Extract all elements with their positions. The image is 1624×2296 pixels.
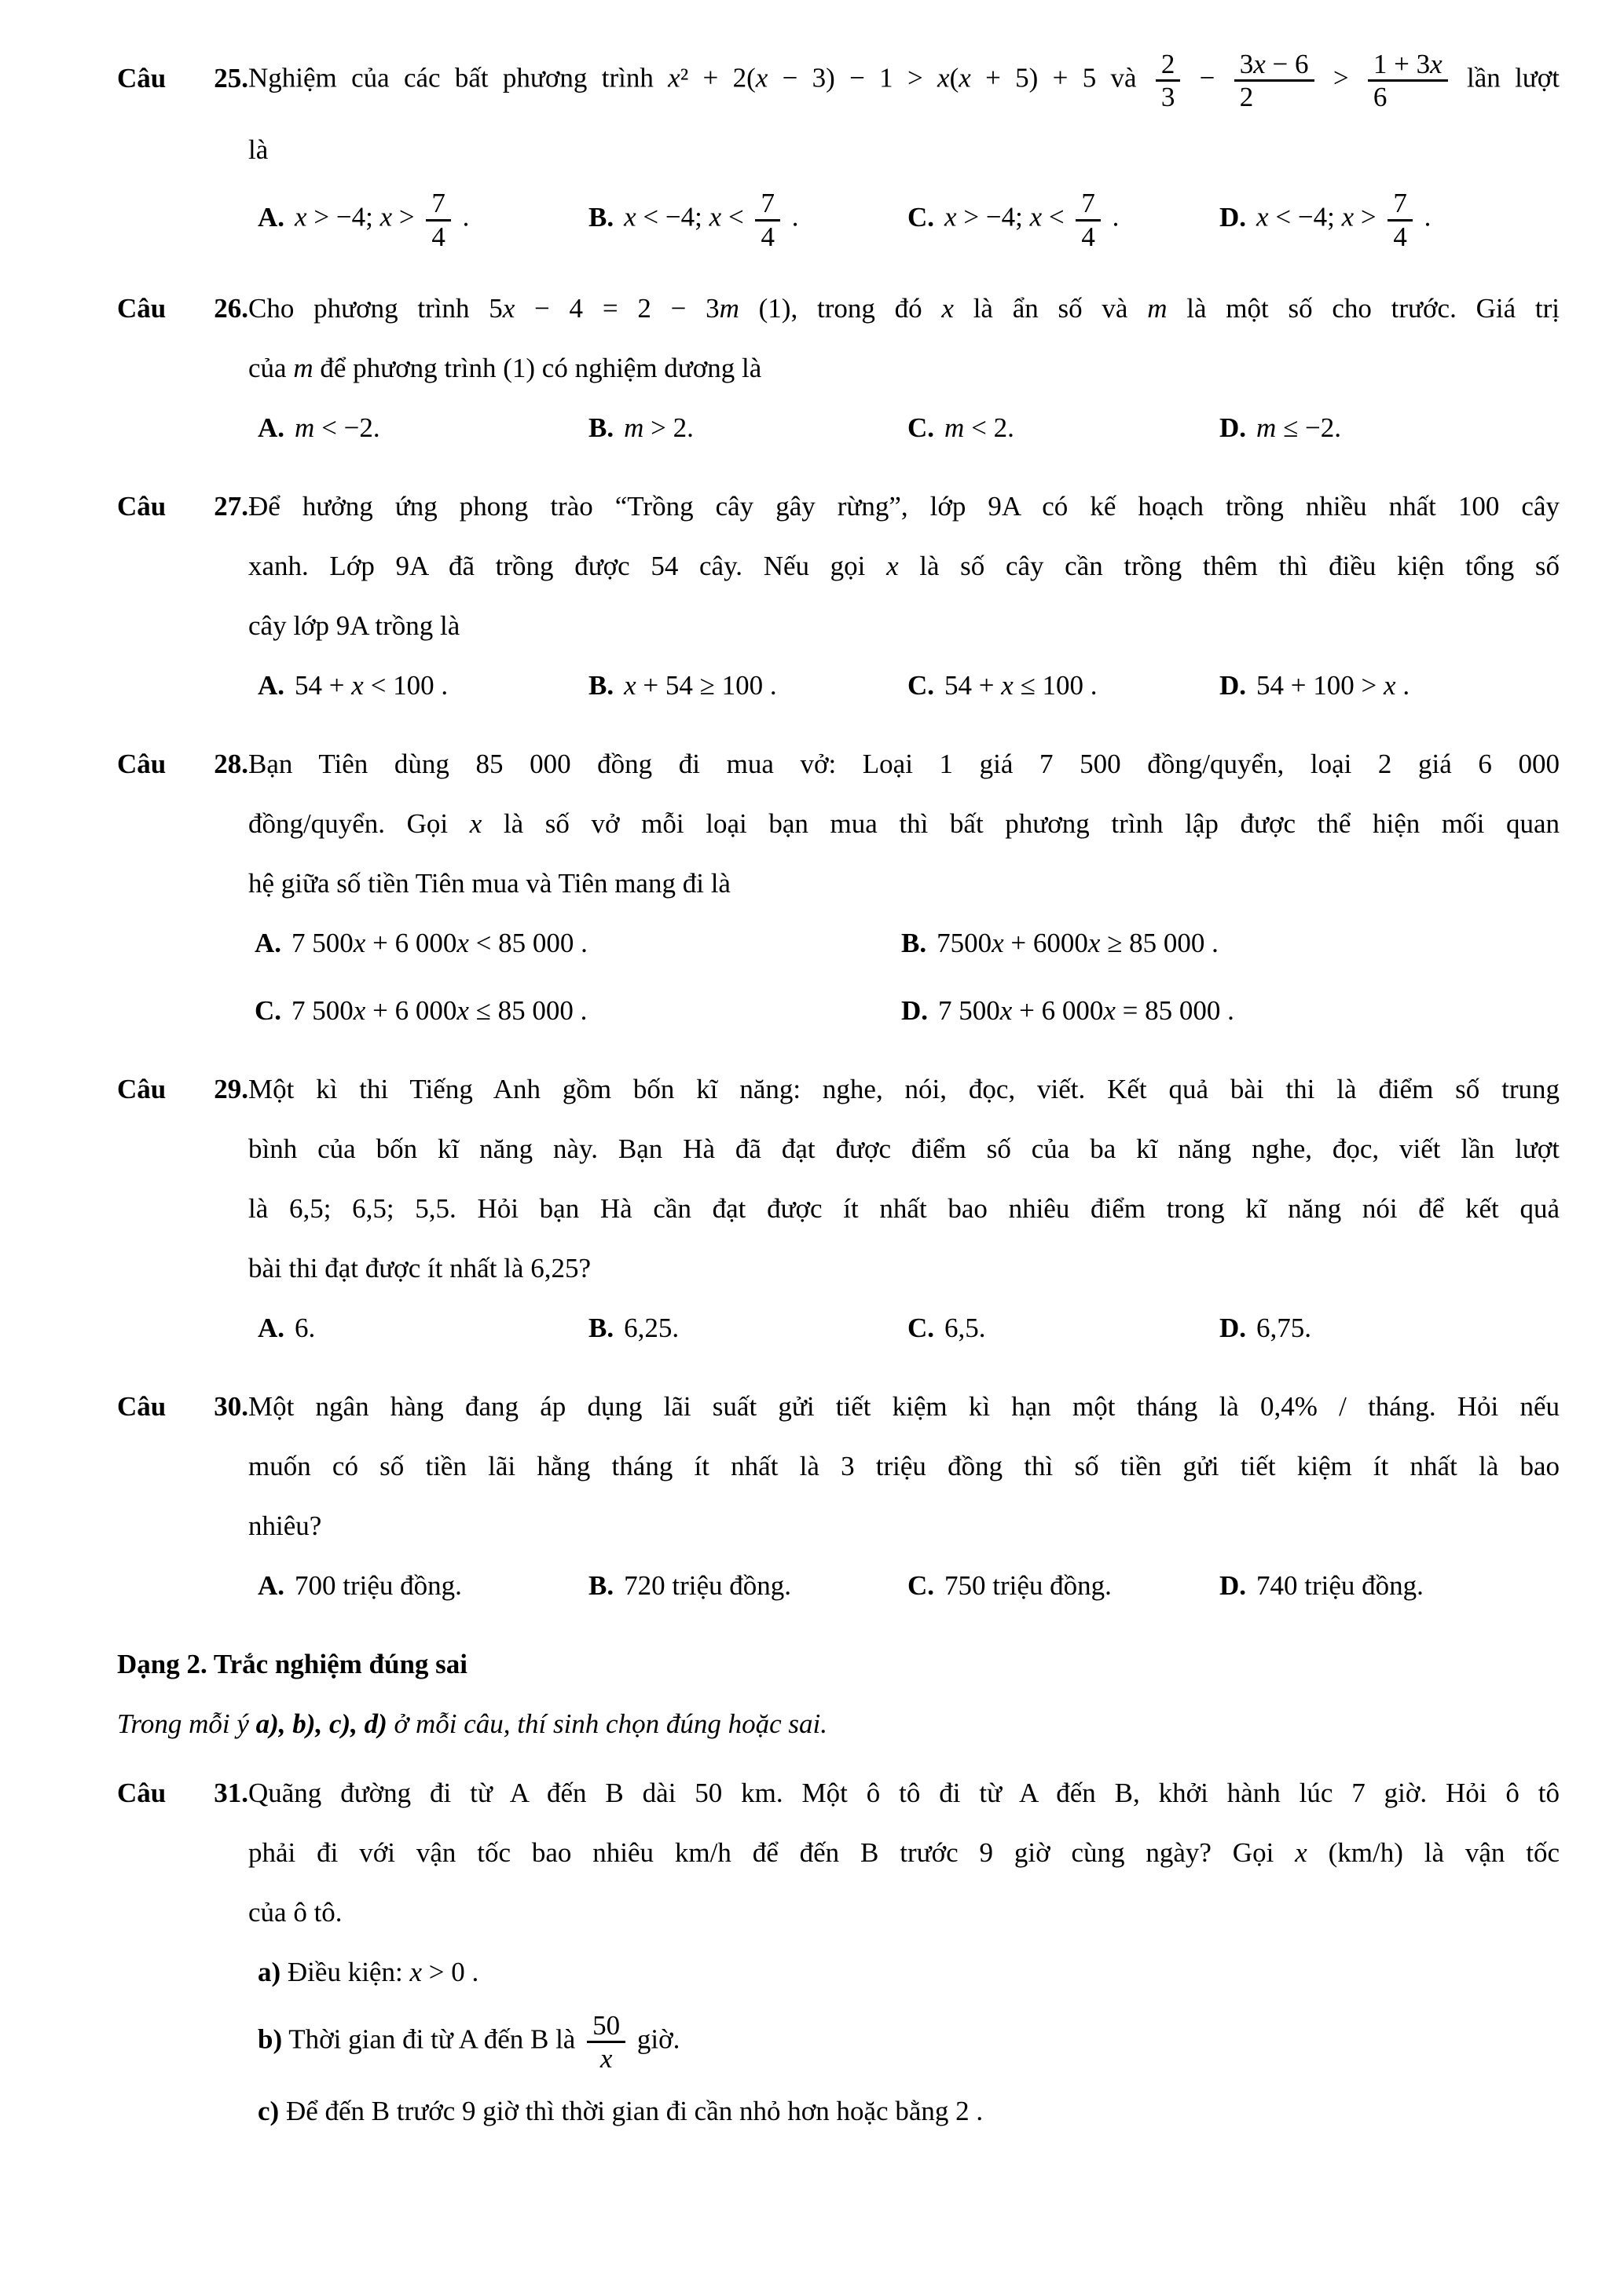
text-run: cây lớp 9A trồng là — [248, 610, 460, 641]
math-run: 54 + 100 > x . — [1256, 669, 1410, 701]
math-run: x > −4; x < — [944, 202, 1065, 233]
option-item — [258, 180, 588, 259]
fraction — [1234, 49, 1314, 112]
math-run: 85 000 — [475, 748, 571, 779]
text-run: triệu đồng. — [335, 1569, 462, 1601]
text-run: Để hưởng ứng phong trào “Trồng cây gây rừng”, lớp 9A có kế hoạch trồng nhiều nhất — [248, 490, 1458, 522]
math-run: 740 — [1256, 1569, 1298, 1601]
option-label: D. — [1219, 202, 1247, 233]
math-run: 54 + x ≤ 100 . — [944, 669, 1098, 701]
math-run: x — [941, 292, 954, 324]
question-line — [117, 536, 1560, 596]
fraction — [587, 2010, 625, 2074]
question-block — [117, 279, 1560, 458]
text-run: đồng/quyển. Gọi — [248, 807, 470, 839]
text-run: Hỏi bạn Hà cần đạt được ít nhất bao nhiêu điểm trong kĩ năng nói để kết quả — [456, 1192, 1560, 1224]
options-row — [117, 1556, 1560, 1616]
option-item — [588, 180, 907, 259]
text-run: đồng/quyển, loại 2 giá — [1120, 748, 1479, 779]
text-run: Điều kiện: — [280, 1956, 410, 1987]
question-line — [117, 477, 1560, 536]
question-line — [117, 41, 1560, 120]
math-run: x > −4; x > — [295, 202, 415, 233]
text-run: là số vở mỗi loại bạn mua thì bất phương trình lập được thể hiện mối quan — [482, 807, 1560, 839]
options-row — [117, 656, 1560, 716]
option-label: A. — [258, 1312, 285, 1343]
question-label: Câu 27. — [117, 490, 248, 522]
option-item — [255, 914, 901, 973]
math-run: x — [1295, 1836, 1307, 1868]
question-line — [117, 1377, 1560, 1437]
math-run: m < 2. — [944, 412, 1014, 443]
option-item — [1219, 398, 1560, 458]
fraction-denominator: 4 — [1388, 219, 1413, 252]
text-run: triệu đồng. — [1297, 1569, 1424, 1601]
fraction-numerator: 7 — [1081, 188, 1095, 219]
math-run: m — [293, 352, 313, 383]
option-label: A. — [258, 669, 285, 701]
text-run: triệu đồng. — [985, 1569, 1112, 1601]
question-line — [117, 1239, 1560, 1298]
question-line — [117, 1060, 1560, 1119]
text-run: của — [248, 352, 294, 383]
math-run: 3 — [841, 1450, 855, 1481]
fraction-denominator: 4 — [1076, 219, 1101, 252]
math-run: 7 500x + 6 000x = 85 000 . — [938, 994, 1234, 1026]
fraction-numerator: 7 — [1393, 188, 1407, 219]
text-run: triệu đồng. — [665, 1569, 791, 1601]
question-line — [117, 734, 1560, 794]
math-run: x > 0 . — [409, 1956, 479, 1987]
text-run: ở mỗi câu, thí sinh chọn đúng hoặc sai. — [387, 1708, 827, 1739]
text-run: km. Một ô tô đi từ A đến B, khởi hành lúc — [722, 1777, 1352, 1808]
math-run: m > 2. — [624, 412, 694, 443]
math-run: 6. — [295, 1312, 316, 1343]
math-run: 100 — [1457, 490, 1500, 522]
math-run: 6,5. — [944, 1312, 986, 1343]
text-run: Một ngân hàng đang áp dụng lãi suất gửi tiết kiệm kì hạn một tháng là — [248, 1390, 1261, 1422]
math-run: 7500x + 6000x ≥ 85 000 . — [937, 927, 1219, 958]
option-item — [1219, 1298, 1560, 1358]
option-item — [907, 1556, 1219, 1616]
text-run: Thời gian đi từ A đến B là — [282, 2023, 583, 2055]
question-label: Câu 26. — [117, 292, 248, 324]
fraction-numerator: 7 — [431, 188, 445, 219]
option-label: C. — [255, 994, 282, 1026]
options-row — [117, 180, 1560, 259]
text-run: đồng đi mua vở: Loại 1 giá — [570, 748, 1040, 779]
math-run: m < −2. — [295, 412, 380, 443]
text-run: phải đi với vận tốc bao nhiêu km/h để đến B trước — [248, 1836, 980, 1868]
question-line — [117, 279, 1560, 339]
fraction-denominator: 3 — [1156, 79, 1181, 112]
options-row — [117, 398, 1560, 458]
option-label: A. — [258, 412, 285, 443]
question-line — [117, 1437, 1560, 1496]
option-item — [258, 1298, 588, 1358]
text-run: cây — [1499, 490, 1560, 522]
question-line — [117, 1883, 1560, 1943]
math-run: − — [1199, 62, 1215, 93]
option-label: D. — [1219, 669, 1247, 701]
text-run: giờ. — [630, 2023, 680, 2055]
question-block — [117, 41, 1560, 260]
fraction-denominator: 4 — [426, 219, 451, 252]
math-run: 720 — [624, 1569, 665, 1601]
fraction-denominator: 6 — [1368, 79, 1448, 112]
text-run: giờ cùng ngày? Gọi — [992, 1836, 1296, 1868]
option-item — [1219, 1556, 1560, 1616]
fraction-denominator: x — [587, 2041, 625, 2074]
question-line — [117, 1119, 1560, 1179]
option-label: D. — [1219, 412, 1247, 443]
math-run: 50 — [695, 1777, 723, 1808]
fraction-denominator: 2 — [1234, 79, 1314, 112]
document-content — [117, 41, 1560, 2141]
fraction — [426, 188, 451, 251]
option-item — [907, 1298, 1219, 1358]
text-run: và — [1096, 62, 1151, 93]
fraction-numerator: 3x − 6 — [1239, 49, 1309, 79]
math-run: 750 — [944, 1569, 986, 1601]
option-label: C. — [907, 1312, 935, 1343]
math-run: 6,25? — [530, 1252, 591, 1283]
math-run: m ≤ −2. — [1256, 412, 1342, 443]
option-label: D. — [1219, 1312, 1247, 1343]
option-label: B. — [588, 412, 614, 443]
question-line — [117, 120, 1560, 180]
option-item — [258, 398, 588, 458]
question-line — [117, 596, 1560, 656]
option-item — [907, 656, 1219, 716]
text-run: bình của bốn kĩ năng này. Bạn Hà đã đạt được điểm số của ba kĩ năng nghe, đọc, viết lần lượt — [248, 1133, 1560, 1164]
math-run: x — [469, 807, 482, 839]
question-label: Câu 30. — [117, 1390, 248, 1422]
option-label: B. — [588, 669, 614, 701]
math-run: x — [886, 550, 899, 581]
text-run: giờ. Hỏi ô tô — [1365, 1777, 1560, 1808]
option-item — [901, 914, 1560, 973]
math-run: x² + 2(x − 3) − 1 > x(x + 5) + 5 — [668, 62, 1097, 93]
math-run: 700 — [295, 1569, 336, 1601]
question-line — [117, 1763, 1560, 1823]
text-run: là — [248, 134, 269, 166]
question-label: Câu 29. — [117, 1073, 248, 1104]
question-line — [117, 339, 1560, 398]
math-run: 6,75. — [1256, 1312, 1312, 1343]
option-item — [588, 398, 907, 458]
text-run: cây. Nếu gọi — [678, 550, 887, 581]
text-run: . — [455, 202, 470, 233]
question-block — [117, 477, 1560, 716]
option-label: B. — [901, 927, 927, 958]
question-block — [117, 1763, 1560, 2141]
text-run: b) — [258, 2023, 283, 2055]
math-run: 9 — [979, 1836, 993, 1868]
option-item — [901, 981, 1560, 1041]
text-run: là một số cho trước. Giá trị — [1167, 292, 1560, 324]
option-label: C. — [907, 412, 935, 443]
question-line — [117, 854, 1560, 914]
option-item — [588, 1298, 907, 1358]
option-item — [588, 1556, 907, 1616]
question-line — [117, 1496, 1560, 1556]
question-block — [117, 1377, 1560, 1616]
fraction — [755, 188, 780, 251]
text-run: Cho phương trình — [248, 292, 489, 324]
text-run: . — [1417, 202, 1432, 233]
text-run: Quãng đường đi từ A đến B dài — [248, 1777, 695, 1808]
option-label: C. — [907, 669, 935, 701]
text-run: là — [248, 1192, 289, 1224]
question-label: Câu 25. — [117, 62, 248, 93]
math-run: x < −4; x > — [1256, 202, 1377, 233]
option-item — [907, 180, 1219, 259]
subitem-line — [117, 2082, 1560, 2141]
text-run: bài thi đạt được ít nhất là — [248, 1252, 531, 1283]
fraction — [1076, 188, 1101, 251]
math-run: 7 500x + 6 000x < 85 000 . — [291, 927, 588, 958]
text-run: Nghiệm của các bất phương trình — [248, 62, 669, 93]
text-run: giờ thì thời gian đi cần nhỏ hơn hoặc bằng — [475, 2096, 956, 2127]
math-run: 6 000 — [1478, 748, 1560, 779]
option-item — [1219, 656, 1560, 716]
math-run: x < −4; x < — [624, 202, 744, 233]
question-line — [117, 1179, 1560, 1239]
math-run: 9 — [462, 2096, 476, 2127]
question-block — [117, 1060, 1560, 1358]
math-run: m — [1147, 292, 1168, 324]
text-run: . — [969, 2096, 984, 2127]
question-line — [117, 794, 1560, 854]
option-label: A. — [258, 202, 285, 233]
text-run: lần lượt — [1452, 62, 1560, 93]
question-block — [117, 734, 1560, 1041]
math-run: 6,5; 6,5; 5,5. — [288, 1192, 456, 1224]
question-label: Câu 31. — [117, 1777, 248, 1808]
math-run: 54 — [651, 550, 679, 581]
option-item — [1219, 180, 1560, 259]
text-run: (1), trong đó — [739, 292, 942, 324]
math-run: 6,25. — [624, 1312, 680, 1343]
option-item — [255, 981, 901, 1041]
option-label: B. — [588, 1569, 614, 1601]
options-row — [117, 1298, 1560, 1358]
option-label: B. — [588, 1312, 614, 1343]
text-run: c) — [258, 2096, 280, 2127]
fraction — [1388, 188, 1413, 251]
option-item — [588, 656, 907, 716]
option-label: B. — [588, 202, 614, 233]
fraction — [1368, 49, 1448, 112]
option-label: C. — [907, 202, 935, 233]
math-run: 0,4% / — [1260, 1390, 1347, 1422]
option-item — [258, 1556, 588, 1616]
text-run: triệu đồng thì số tiền gửi tiết kiệm ít nhất là bao — [854, 1450, 1560, 1481]
text-run: Để đến B trước — [279, 2096, 463, 2127]
text-run: muốn có số tiền lãi hằng tháng ít nhất là — [248, 1450, 841, 1481]
text-run: a), b), c), d) — [255, 1708, 387, 1739]
math-run: > — [1333, 62, 1349, 93]
question-label: Câu 28. — [117, 748, 248, 779]
option-item — [258, 656, 588, 716]
section-note — [117, 1694, 1560, 1754]
math-run: 7 — [1351, 1777, 1366, 1808]
text-run: của ô tô. — [248, 1896, 343, 1928]
options-row — [117, 914, 1560, 1041]
math-run: 2 — [955, 2096, 970, 2127]
text-run: (km/h) là vận tốc — [1307, 1836, 1560, 1868]
subitem-line — [117, 2002, 1560, 2082]
text-run: . — [784, 202, 799, 233]
subitem-line — [117, 1943, 1560, 2002]
option-label: A. — [255, 927, 282, 958]
text-run: Trong mỗi ý — [117, 1708, 256, 1739]
text-run: xanh. Lớp 9A đã trồng được — [248, 550, 651, 581]
option-label: D. — [1219, 1569, 1247, 1601]
text-run: hệ giữa số tiền Tiên mua và Tiên mang đi là — [248, 867, 731, 899]
math-run: 5x − 4 = 2 − 3m — [489, 292, 739, 324]
text-run: tháng. Hỏi nếu — [1368, 1390, 1560, 1422]
option-label: A. — [258, 1569, 285, 1601]
option-item — [907, 398, 1219, 458]
question-line — [117, 1823, 1560, 1883]
text-run: . — [1105, 202, 1120, 233]
fraction — [1156, 49, 1181, 112]
text-run: a) — [258, 1956, 281, 1987]
fraction-numerator: 2 — [1160, 49, 1175, 79]
fraction-numerator: 7 — [761, 188, 775, 219]
math-run: 7 500x + 6 000x ≤ 85 000 . — [291, 994, 588, 1026]
fraction-numerator: 50 — [592, 2009, 621, 2041]
math-run: 54 + x < 100 . — [295, 669, 449, 701]
text-run: Bạn Tiên dùng — [248, 748, 476, 779]
text-run: là ẩn số và — [953, 292, 1148, 324]
fraction-numerator: 1 + 3x — [1373, 49, 1443, 79]
option-label: C. — [907, 1569, 935, 1601]
fraction-denominator: 4 — [755, 219, 780, 252]
math-run: x + 54 ≥ 100 . — [624, 669, 777, 701]
option-label: D. — [901, 994, 929, 1026]
text-run: Một kì thi Tiếng Anh gồm bốn kĩ năng: nghe, nói, đọc, viết. Kết quả bài thi là điểm số trung — [248, 1073, 1560, 1104]
text-run: nhiêu? — [248, 1510, 322, 1541]
section-heading: Dạng 2. Trắc nghiệm đúng sai — [117, 1648, 468, 1679]
math-run: 7 500 — [1039, 748, 1121, 779]
text-run: là số cây cần trồng thêm thì điều kiện tổng số — [898, 550, 1560, 581]
text-run: để phương trình (1) có nghiệm dương là — [313, 352, 762, 383]
